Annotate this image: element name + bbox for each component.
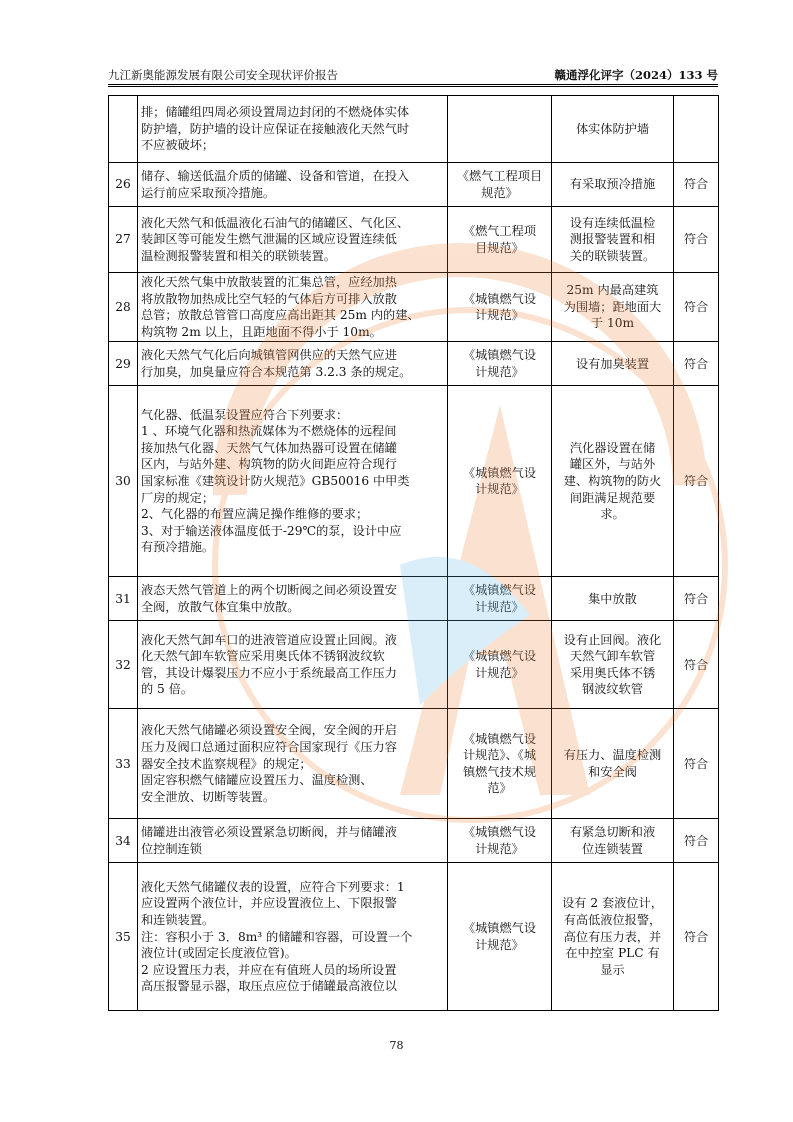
page-header bbox=[108, 67, 718, 83]
status-line: 显示 bbox=[600, 962, 625, 977]
status-line: 测报警装置和相 bbox=[569, 232, 656, 247]
requirement-cell bbox=[138, 207, 448, 273]
status-line: 有高低液位报警， bbox=[563, 912, 662, 927]
basis-line: 目规范》 bbox=[475, 240, 524, 255]
basis-line: 《城镇燃气设 bbox=[462, 348, 537, 363]
basis-cell bbox=[448, 577, 552, 621]
requirement-line: 液化天然气储罐必须设置安全阀，安全阀的开启 bbox=[141, 723, 397, 738]
status-line: 体实体防护墙 bbox=[575, 121, 650, 136]
requirement-line: 液化天然气卸车口的进液管道应设置止回阀。液 bbox=[141, 632, 397, 647]
evaluation-table-body bbox=[109, 96, 719, 1011]
requirement-line: 行加臭，加臭量应符合本规范第 3.2.3 条的规定。 bbox=[141, 364, 412, 379]
basis-line: 规范》 bbox=[481, 185, 518, 200]
basis-line: 《城镇燃气设 bbox=[462, 921, 537, 936]
item-number-cell: 30 bbox=[109, 386, 138, 577]
basis-cell bbox=[448, 342, 552, 386]
basis-line: 《燃气工程项目 bbox=[456, 168, 543, 183]
requirement-line: 高压报警显示器，取压点应位于储罐最高液位以 bbox=[141, 979, 397, 994]
basis-line: 《城镇燃气设 bbox=[462, 649, 537, 664]
requirement-line: 储存、输送低温介质的储罐、设备和管道，在投入 bbox=[141, 168, 410, 183]
table-row bbox=[109, 342, 719, 386]
requirement-line: 气化器、低温泵设置应符合下列要求： bbox=[141, 407, 349, 422]
requirement-line: 注：容积小于 3．8m³ 的储罐和容器，可设置一个 bbox=[141, 929, 413, 944]
requirement-line: 将放散物加热成比空气轻的气体后方可排入放散 bbox=[141, 291, 397, 306]
requirement-line: 1 、环境气化器和热流媒体为不燃烧体的远程间 bbox=[141, 424, 397, 439]
evaluation-table bbox=[108, 95, 719, 1011]
header-company-title: 九江新奥能源发展有限公司安全现状评价报告 bbox=[108, 68, 338, 82]
status-line: 钢波纹软管 bbox=[582, 682, 643, 697]
status-line: 有采取预冷措施 bbox=[569, 177, 656, 192]
basis-line: 计规范》 bbox=[475, 665, 524, 680]
requirement-line: 2、气化器的布置应满足操作维修的要求； bbox=[141, 507, 369, 522]
requirement-cell bbox=[138, 342, 448, 386]
requirement-line: 装卸区等可能发生燃气泄漏的区域应设置连续低 bbox=[141, 232, 397, 247]
basis-cell bbox=[448, 863, 552, 1011]
requirement-line: 运行前应采取预冷措施。 bbox=[141, 185, 276, 200]
result-cell: 符合 bbox=[674, 577, 719, 621]
basis-line: 《城镇燃气设 bbox=[462, 583, 537, 598]
requirement-line: 液位计(或固定长度液位管)。 bbox=[141, 946, 297, 961]
requirement-line: 2 应设置压力表，并应在有值班人员的场所设置 bbox=[141, 962, 397, 977]
requirement-line: 化天然气卸车软管应采用奥氏体不锈钢波纹软 bbox=[141, 649, 385, 664]
requirement-line: 的 5 倍。 bbox=[141, 682, 194, 697]
requirement-line: 3、对于输送液体温度低于-29℃的泵，设计中应 bbox=[141, 523, 402, 538]
item-number-cell bbox=[109, 96, 138, 163]
result-cell: 符合 bbox=[674, 819, 719, 863]
basis-line: 《燃气工程项 bbox=[462, 223, 537, 238]
status-cell bbox=[552, 386, 674, 577]
table-row bbox=[109, 207, 719, 273]
requirement-line: 接加热气化器、天然气气体加热器可设置在储罐 bbox=[141, 440, 397, 455]
item-number-cell: 29 bbox=[109, 342, 138, 386]
item-number-cell: 27 bbox=[109, 207, 138, 273]
status-line: 25m 内最高建筑 bbox=[566, 283, 659, 298]
status-line: 设有 2 套液位计， bbox=[562, 896, 663, 911]
requirement-line: 排；储罐组四周必须设置周边封闭的不燃烧体实体 bbox=[141, 105, 410, 120]
result-cell: 符合 bbox=[674, 163, 719, 207]
requirement-line: 防护墙，防护墙的设计应保证在接触液化天然气时 bbox=[141, 121, 410, 136]
basis-line: 《城镇燃气设 bbox=[462, 465, 537, 480]
basis-cell bbox=[448, 273, 552, 342]
requirement-line: 位控制连锁 bbox=[141, 841, 202, 856]
result-cell bbox=[674, 96, 719, 163]
status-cell bbox=[552, 577, 674, 621]
requirement-line: 液化天然气集中放散装置的汇集总管，应经加热 bbox=[141, 275, 397, 289]
status-line: 集中放散 bbox=[588, 591, 637, 606]
requirement-cell bbox=[138, 577, 448, 621]
status-line: 设有加臭装置 bbox=[575, 356, 650, 371]
table-row bbox=[109, 273, 719, 342]
requirement-cell bbox=[138, 709, 448, 819]
basis-line: 镇燃气技术规 bbox=[462, 764, 537, 779]
requirement-line: 储罐进出液管必须设置紧急切断阀，并与储罐液 bbox=[141, 825, 397, 840]
item-number-cell: 35 bbox=[109, 863, 138, 1011]
basis-line: 计规范》 bbox=[475, 937, 524, 952]
status-cell bbox=[552, 207, 674, 273]
status-line: 罐区外，与站外 bbox=[569, 457, 656, 472]
header-report-number: 赣通浮化评字（2024）133 号 bbox=[554, 68, 718, 82]
basis-cell bbox=[448, 709, 552, 819]
basis-line: 范》 bbox=[487, 781, 512, 796]
basis-line: 《城镇燃气设 bbox=[462, 825, 537, 840]
status-line: 有压力、温度检测 bbox=[563, 748, 662, 763]
requirement-line: 安全泄放、切断等装置。 bbox=[141, 789, 276, 804]
status-cell bbox=[552, 163, 674, 207]
status-cell bbox=[552, 273, 674, 342]
table-row bbox=[109, 621, 719, 709]
basis-cell bbox=[448, 386, 552, 577]
basis-line: 计规范》 bbox=[475, 599, 524, 614]
page-number: 78 bbox=[389, 1039, 404, 1052]
requirement-cell bbox=[138, 273, 448, 342]
status-cell bbox=[552, 819, 674, 863]
basis-cell bbox=[448, 207, 552, 273]
requirement-line: 液态天然气管道上的两个切断阀之间必须设置安 bbox=[141, 583, 397, 598]
requirement-line: 管，其设计爆裂压力不应小于系统最高工作压力 bbox=[141, 665, 397, 680]
table-row bbox=[109, 386, 719, 577]
requirement-line: 液化天然气储罐仪表的设置，应符合下列要求：1 bbox=[141, 879, 405, 894]
requirement-cell bbox=[138, 96, 448, 163]
table-row bbox=[109, 96, 719, 163]
requirement-line: 总管；放散总管管口高度应高出距其 25m 内的建、 bbox=[141, 308, 420, 323]
requirement-line: 和连锁装置。 bbox=[141, 912, 215, 927]
status-line: 关的联锁装置。 bbox=[569, 248, 656, 263]
item-number-cell: 34 bbox=[109, 819, 138, 863]
result-cell: 符合 bbox=[674, 386, 719, 577]
status-cell bbox=[552, 96, 674, 163]
requirement-line: 压力及阀口总通过面积应符合国家现行《压力容 bbox=[141, 739, 397, 754]
status-line: 和安全阀 bbox=[588, 764, 637, 779]
requirement-line: 固定容积燃气储罐应设置压力、温度检测、 bbox=[141, 773, 373, 788]
status-line: 位连锁装置 bbox=[582, 841, 643, 856]
status-cell bbox=[552, 342, 674, 386]
requirement-line: 区内，与站外建、构筑物的防火间距应符合现行 bbox=[141, 457, 397, 472]
table-row bbox=[109, 709, 719, 819]
requirement-cell bbox=[138, 621, 448, 709]
item-number-cell: 28 bbox=[109, 273, 138, 342]
status-cell bbox=[552, 863, 674, 1011]
status-line: 天然气卸车软管 bbox=[569, 649, 656, 664]
result-cell: 符合 bbox=[674, 709, 719, 819]
status-line: 采用奥氏体不锈 bbox=[569, 665, 656, 680]
result-cell: 符合 bbox=[674, 207, 719, 273]
requirement-line: 温检测报警装置和相关的联锁装置。 bbox=[141, 248, 336, 263]
basis-cell bbox=[448, 819, 552, 863]
table-row bbox=[109, 819, 719, 863]
item-number-cell: 32 bbox=[109, 621, 138, 709]
requirement-line: 构筑物 2m 以上，且距地面不得小于 10m。 bbox=[141, 324, 382, 339]
requirement-cell bbox=[138, 863, 448, 1011]
status-line: 高位有压力表，并 bbox=[563, 929, 662, 944]
status-line: 求。 bbox=[600, 507, 625, 522]
requirement-line: 不应被破坏； bbox=[141, 138, 215, 153]
status-cell bbox=[552, 709, 674, 819]
requirement-line: 器安全技术监察规程》的规定； bbox=[141, 756, 312, 771]
basis-line: 计规范》 bbox=[475, 364, 524, 379]
requirement-line: 液化天然气气化后向城镇管网供应的天然气应进 bbox=[141, 348, 397, 363]
table-row bbox=[109, 577, 719, 621]
basis-cell bbox=[448, 96, 552, 163]
status-line: 汽化器设置在储 bbox=[569, 440, 656, 455]
status-line: 设有连续低温检 bbox=[569, 215, 656, 230]
requirement-line: 国家标准《建筑设计防火规范》GB50016 中甲类 bbox=[141, 474, 410, 489]
requirement-line: 厂房的规定； bbox=[141, 490, 215, 505]
item-number-cell: 31 bbox=[109, 577, 138, 621]
basis-cell bbox=[448, 163, 552, 207]
item-number-cell: 26 bbox=[109, 163, 138, 207]
requirement-line: 有预冷措施。 bbox=[141, 540, 215, 555]
basis-line: 计规范》、《城 bbox=[462, 748, 537, 763]
requirement-line: 全阀，放散气体宜集中放散。 bbox=[141, 599, 300, 614]
status-line: 为围墙；距地面大 bbox=[563, 299, 662, 314]
result-cell: 符合 bbox=[674, 273, 719, 342]
item-number-cell: 33 bbox=[109, 709, 138, 819]
basis-line: 计规范》 bbox=[475, 482, 524, 497]
basis-line: 计规范》 bbox=[475, 308, 524, 323]
basis-cell bbox=[448, 621, 552, 709]
result-cell: 符合 bbox=[674, 342, 719, 386]
status-line: 建、构筑物的防火 bbox=[563, 474, 662, 489]
status-line: 设有止回阀。液化 bbox=[563, 632, 662, 647]
header-divider bbox=[108, 84, 718, 87]
basis-line: 《城镇燃气设 bbox=[462, 291, 537, 306]
status-line: 于 10m bbox=[590, 316, 635, 331]
table-row bbox=[109, 863, 719, 1011]
requirement-cell bbox=[138, 386, 448, 577]
requirement-cell bbox=[138, 819, 448, 863]
status-line: 有紧急切断和液 bbox=[569, 825, 656, 840]
requirement-cell bbox=[138, 163, 448, 207]
status-cell bbox=[552, 621, 674, 709]
basis-line: 计规范》 bbox=[475, 841, 524, 856]
result-cell: 符合 bbox=[674, 863, 719, 1011]
basis-line: 《城镇燃气设 bbox=[462, 731, 537, 746]
status-line: 在中控室 PLC 有 bbox=[565, 946, 660, 961]
requirement-line: 液化天然气和低温液化石油气的储罐区、气化区、 bbox=[141, 215, 410, 230]
table-row bbox=[109, 163, 719, 207]
result-cell: 符合 bbox=[674, 621, 719, 709]
requirement-line: 应设置两个液位计，并应设置液位上、下限报警 bbox=[141, 896, 397, 911]
status-line: 间距满足规范要 bbox=[569, 490, 656, 505]
